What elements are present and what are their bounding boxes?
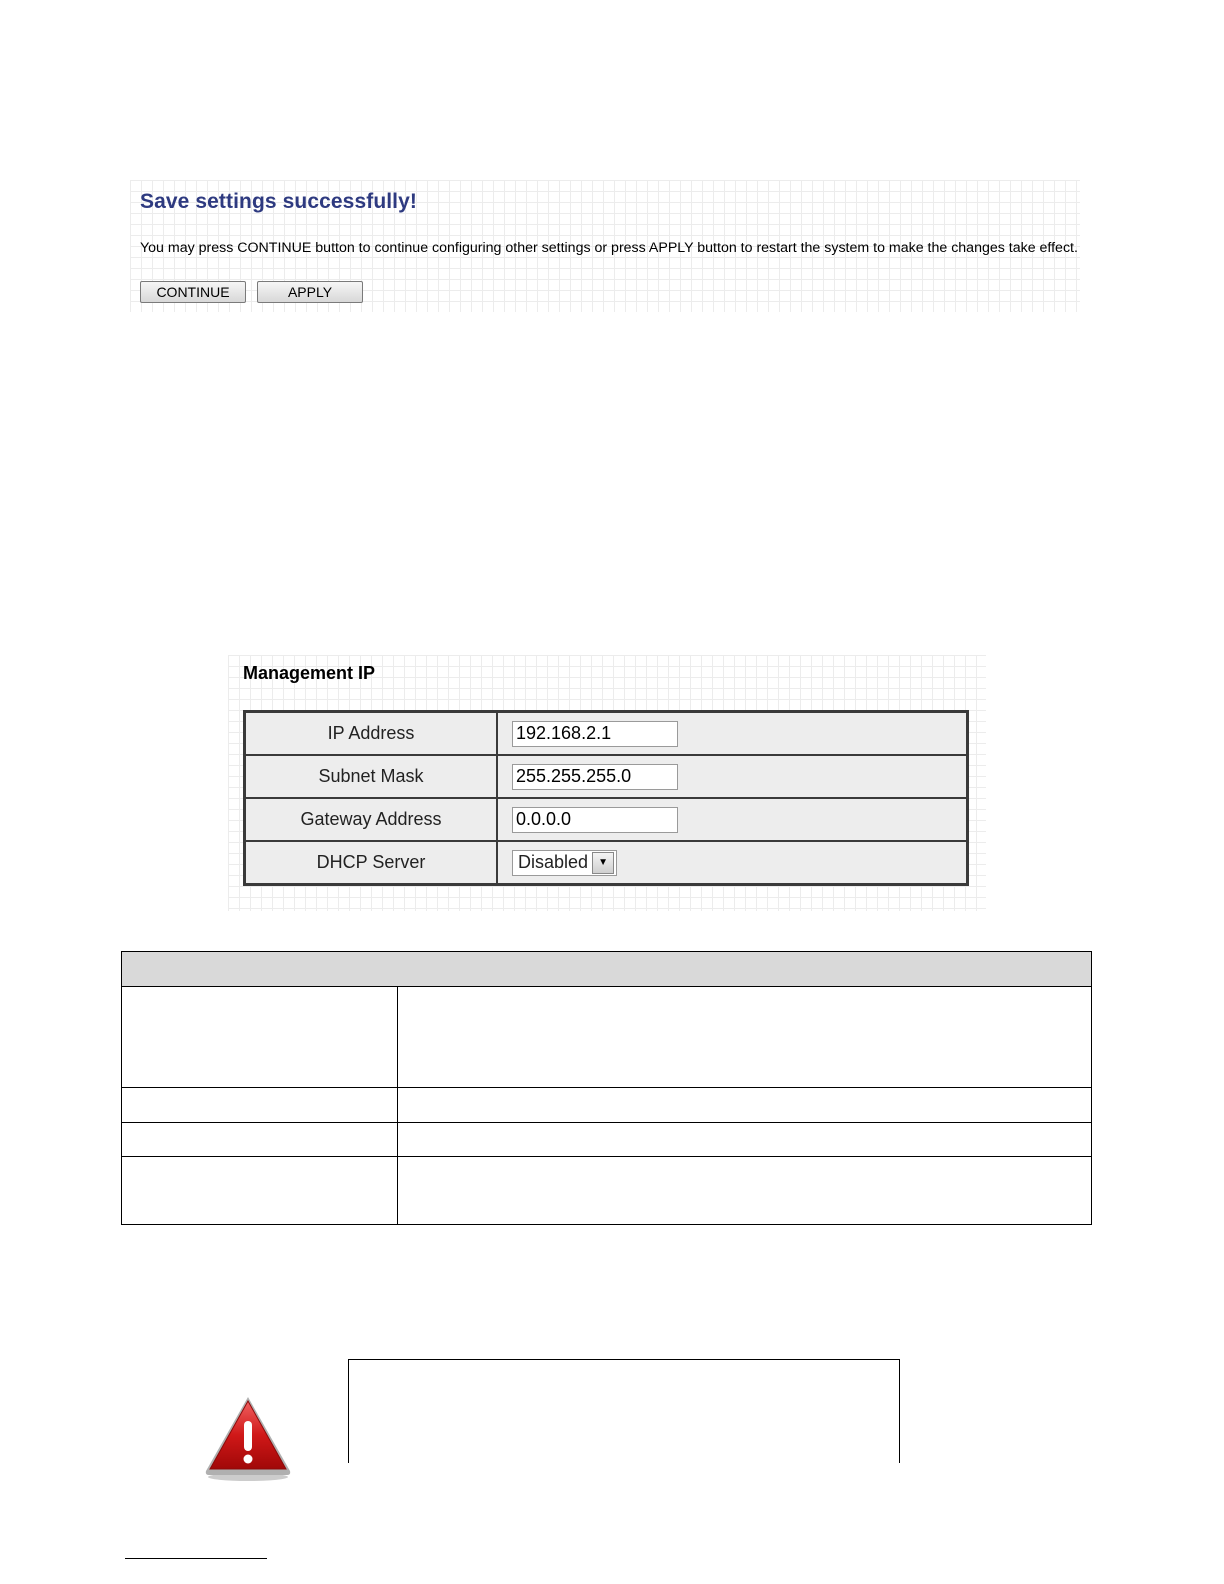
table-header-row — [122, 952, 1092, 987]
management-ip-title: Management IP — [243, 663, 376, 683]
table-row — [122, 987, 1092, 1088]
dhcp-server-selected-value: Disabled — [518, 852, 589, 872]
ip-address-label: IP Address — [245, 712, 498, 756]
table-row — [122, 1157, 1092, 1225]
dhcp-server-label: DHCP Server — [245, 841, 498, 885]
subnet-mask-input[interactable] — [512, 764, 678, 790]
gateway-address-label: Gateway Address — [245, 798, 498, 841]
note-box — [348, 1359, 900, 1463]
table-header-cell — [122, 952, 1092, 987]
description-table — [121, 951, 1092, 1225]
save-instructions: You may press CONTINUE button to continue configuring other settings or press APPLY button to restart the system to make the changes take effect. — [140, 240, 1078, 256]
table-cell — [122, 1088, 398, 1123]
footnote-divider — [125, 1558, 267, 1559]
ip-address-input[interactable] — [512, 721, 678, 747]
table-row — [122, 1123, 1092, 1157]
management-ip-table — [243, 710, 969, 886]
table-cell — [398, 987, 1092, 1088]
table-cell — [122, 1123, 398, 1157]
dhcp-server-select[interactable] — [512, 850, 617, 876]
table-cell — [122, 1157, 398, 1225]
table-cell — [398, 1088, 1092, 1123]
chevron-down-icon[interactable]: ▼ — [592, 852, 614, 874]
table-cell — [398, 1157, 1092, 1225]
subnet-mask-label: Subnet Mask — [245, 755, 498, 798]
gateway-address-row — [245, 798, 968, 841]
gateway-address-input[interactable] — [512, 807, 678, 833]
save-success-title: Save settings successfully! — [140, 190, 417, 213]
warning-triangle-icon — [203, 1393, 293, 1483]
ip-address-row — [245, 712, 968, 756]
apply-button[interactable]: APPLY — [257, 281, 363, 303]
table-cell — [398, 1123, 1092, 1157]
management-ip-panel — [228, 655, 986, 911]
subnet-mask-row — [245, 755, 968, 798]
dhcp-server-row — [245, 841, 968, 885]
save-settings-panel — [130, 180, 1080, 312]
table-cell — [122, 987, 398, 1088]
table-row — [122, 1088, 1092, 1123]
continue-button[interactable]: CONTINUE — [140, 281, 246, 303]
